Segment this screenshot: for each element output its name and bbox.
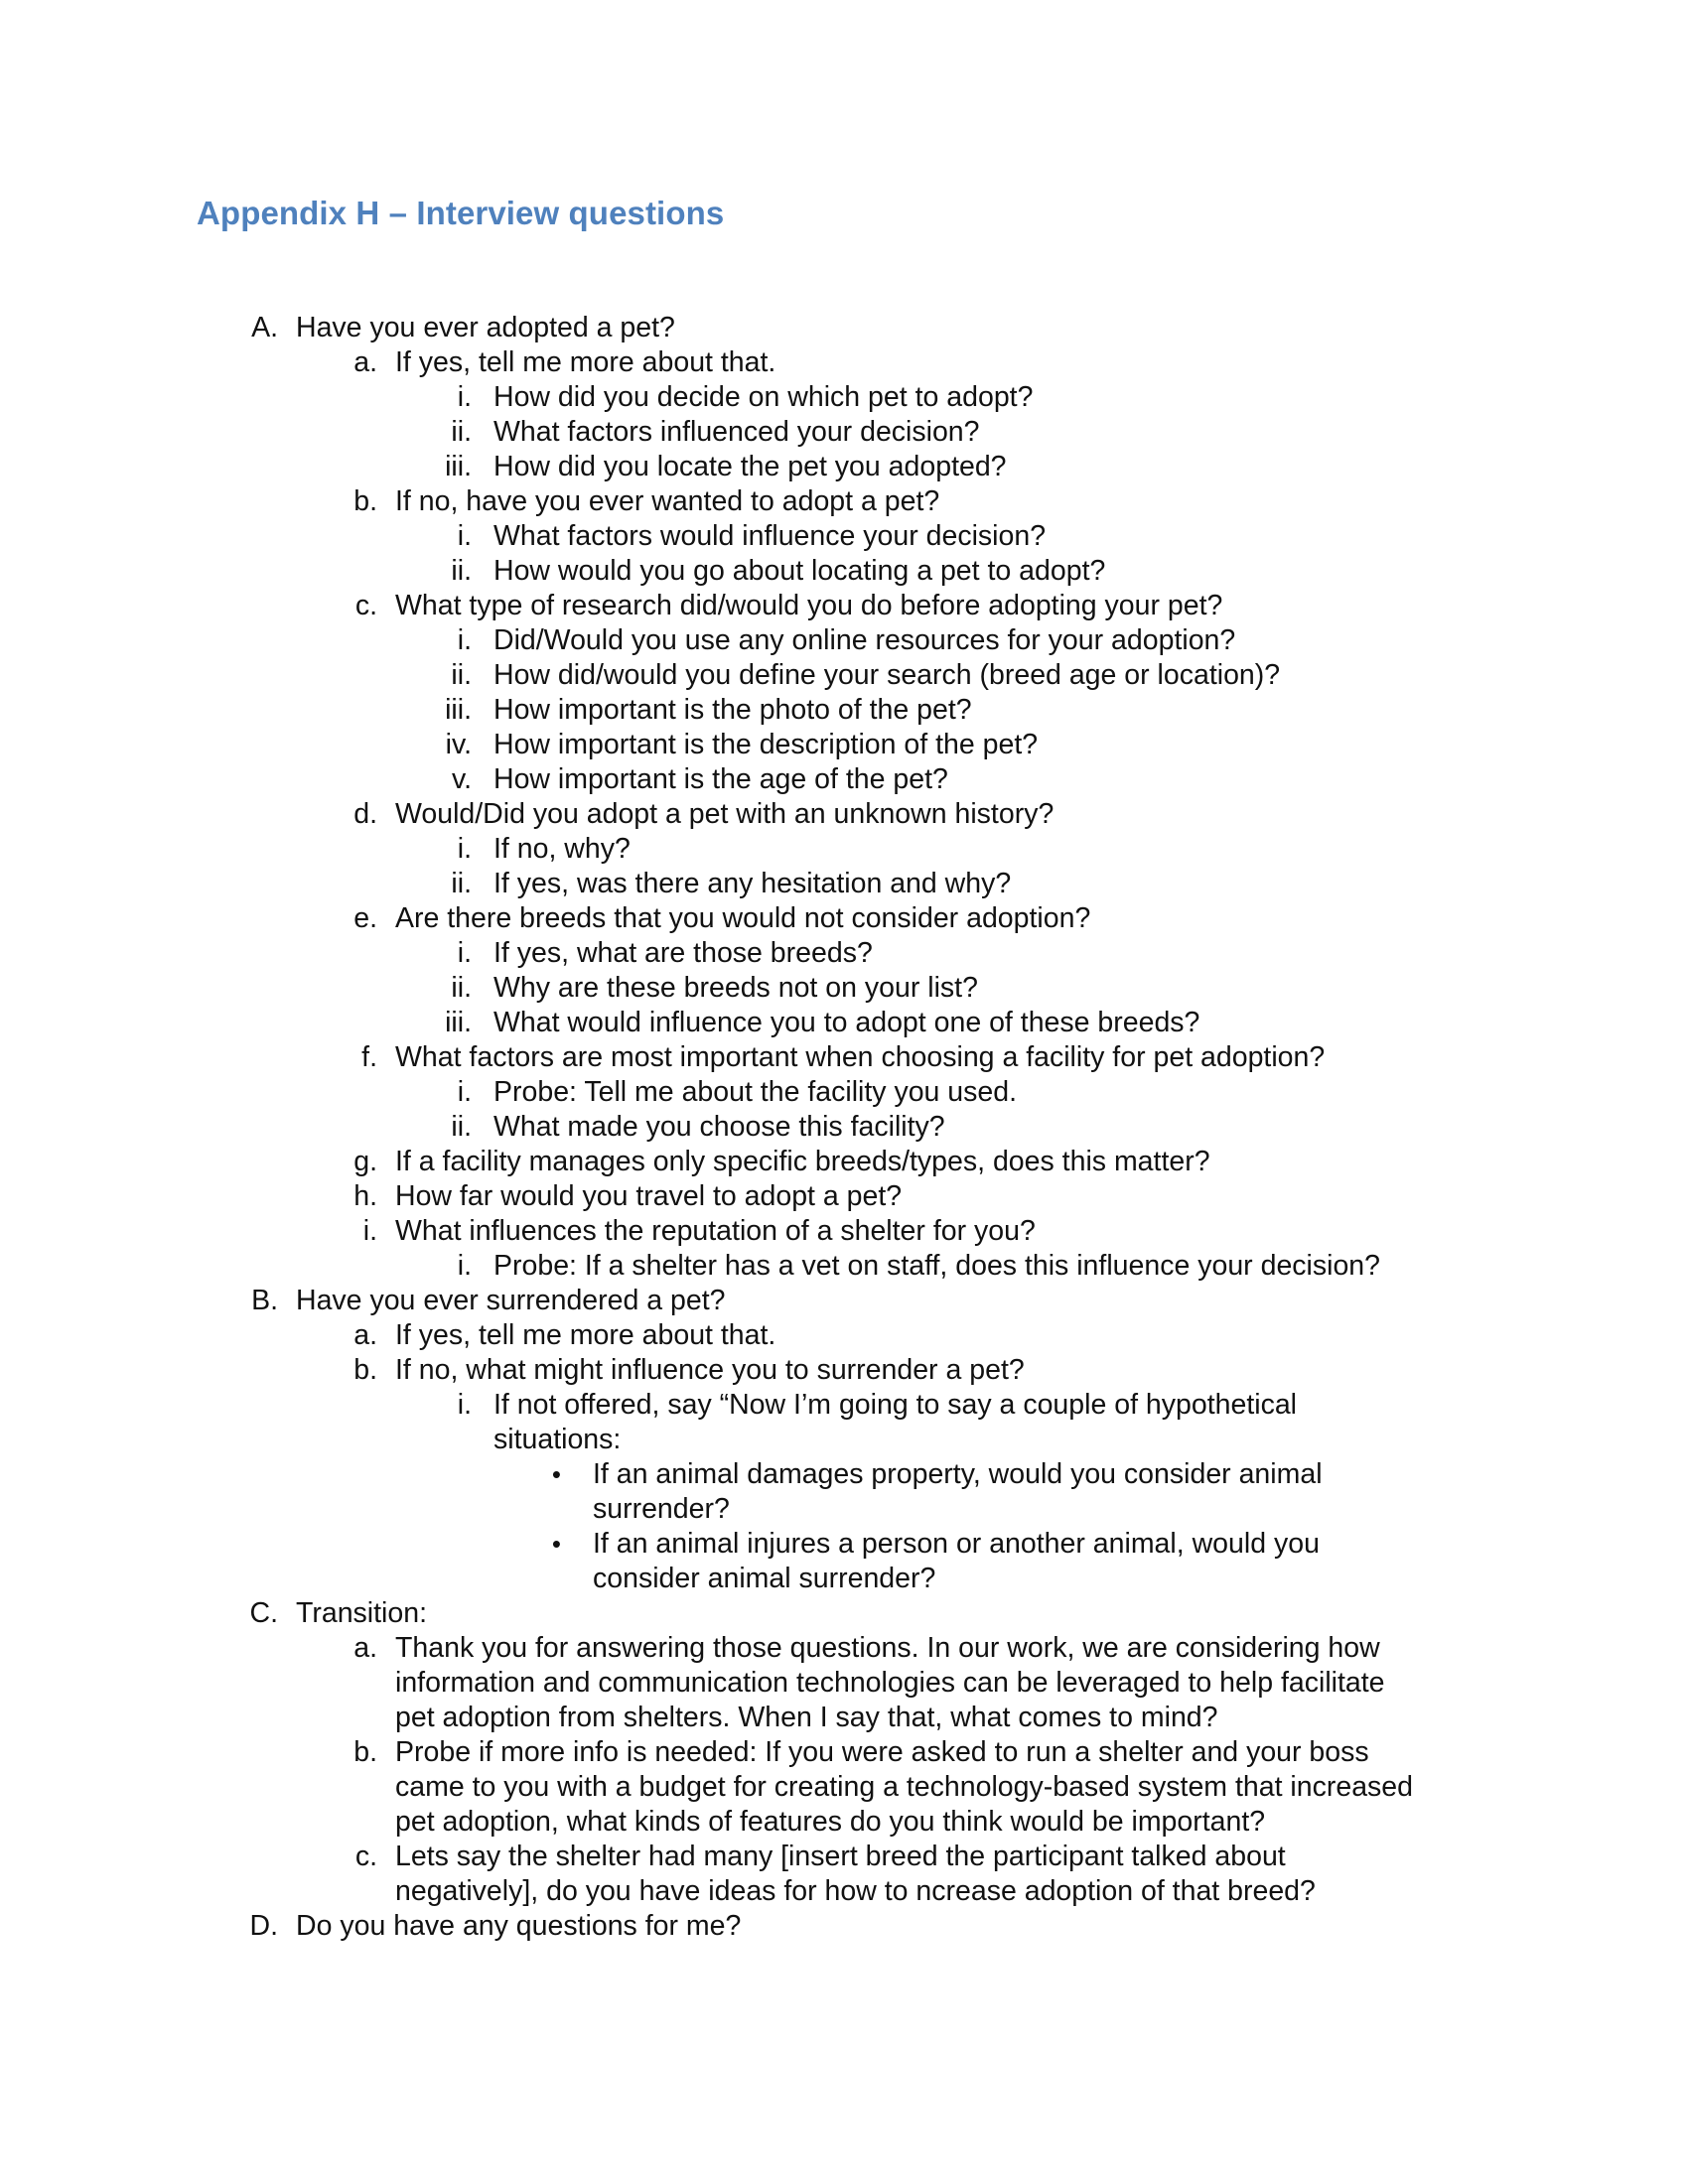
list-item-text: If a facility manages only specific breeds/types, does this matter? — [395, 1146, 1210, 1177]
list-marker: ii. — [451, 659, 472, 691]
list-item-text: Have you ever adopted a pet? — [296, 312, 675, 343]
list-item — [0, 867, 1688, 901]
list-marker: iii. — [445, 694, 472, 726]
list-marker: i. — [457, 1076, 472, 1108]
list-marker: i. — [457, 381, 472, 413]
list-item-text: If yes, tell me more about that. — [395, 1319, 776, 1351]
list-item-text: Why are these breeds not on your list? — [493, 972, 978, 1004]
list-item-continuation — [0, 1666, 1688, 1701]
list-marker: i. — [362, 1215, 377, 1247]
list-marker: b. — [353, 1736, 377, 1768]
list-item — [0, 1909, 1688, 1944]
list-item-text: Probe: If a shelter has a vet on staff, does this influence your decision? — [493, 1250, 1381, 1282]
list-item — [0, 380, 1688, 415]
list-item — [0, 311, 1688, 345]
list-item-text: What factors influenced your decision? — [493, 416, 980, 448]
list-item-continuation — [0, 1805, 1688, 1840]
list-item-continuation — [0, 1423, 1688, 1457]
list-item — [0, 1353, 1688, 1388]
list-item-text: What would influence you to adopt one of these breeds? — [493, 1007, 1200, 1038]
list-item-text: If an animal damages property, would you consider animal — [593, 1458, 1323, 1490]
list-marker: c. — [354, 1841, 377, 1872]
list-item — [0, 901, 1688, 936]
list-item-text: negatively], do you have ideas for how to ncrease adoption of that breed? — [395, 1875, 1316, 1907]
list-item-text: If yes, what are those breeds? — [493, 937, 873, 969]
list-marker: ii. — [451, 416, 472, 448]
list-marker: h. — [353, 1180, 377, 1212]
list-item — [0, 1284, 1688, 1318]
list-marker: iv. — [445, 729, 472, 760]
list-item-text: Lets say the shelter had many [insert breed the participant talked about — [395, 1841, 1286, 1872]
list-item-text: If not offered, say “Now I’m going to say a couple of hypothetical — [493, 1389, 1298, 1421]
list-item — [0, 623, 1688, 658]
list-item — [0, 1249, 1688, 1284]
list-item-text: Thank you for answering those questions. In our work, we are considering how — [395, 1632, 1380, 1664]
list-item — [0, 1527, 1688, 1562]
list-item-text: Have you ever surrendered a pet? — [296, 1285, 726, 1316]
list-item — [0, 658, 1688, 693]
list-item-text: Are there breeds that you would not consider adoption? — [395, 902, 1091, 934]
list-item — [0, 832, 1688, 867]
interview-question-list — [0, 311, 1688, 1944]
list-item-text: Probe: Tell me about the facility you used. — [493, 1076, 1018, 1108]
list-marker: v. — [451, 763, 472, 795]
list-item — [0, 1214, 1688, 1249]
list-marker: ii. — [451, 555, 472, 587]
list-item-text: How would you go about locating a pet to adopt? — [493, 555, 1106, 587]
list-item-text: information and communication technologies can be leveraged to help facilitate — [395, 1667, 1385, 1699]
list-item-text: consider animal surrender? — [593, 1563, 936, 1594]
list-item-text: What type of research did/would you do before adopting your pet? — [395, 590, 1223, 621]
list-marker: C. — [249, 1597, 278, 1629]
list-marker: ii. — [451, 972, 472, 1004]
list-item-text: If no, why? — [493, 833, 631, 865]
list-marker: b. — [353, 485, 377, 517]
list-marker: e. — [353, 902, 377, 934]
list-item-text: Did/Would you use any online resources for your adoption? — [493, 624, 1236, 656]
list-item — [0, 484, 1688, 519]
list-item — [0, 1006, 1688, 1040]
list-marker: D. — [249, 1910, 278, 1942]
list-item-text: What factors would influence your decision? — [493, 520, 1047, 552]
list-item — [0, 1735, 1688, 1770]
list-item-text: If yes, was there any hesitation and why? — [493, 868, 1012, 899]
list-item-text: How important is the description of the pet? — [493, 729, 1039, 760]
list-marker: i. — [457, 1389, 472, 1421]
list-item-text: pet adoption, what kinds of features do you think would be important? — [395, 1806, 1266, 1838]
list-marker: i. — [457, 937, 472, 969]
list-marker: i. — [457, 833, 472, 865]
list-item — [0, 1075, 1688, 1110]
list-item-text: situations: — [493, 1424, 622, 1455]
list-item-text: How important is the age of the pet? — [493, 763, 948, 795]
list-item — [0, 728, 1688, 762]
list-item-text: How did/would you define your search (breed age or location)? — [493, 659, 1281, 691]
list-item-text: What made you choose this facility? — [493, 1111, 945, 1143]
list-marker: ii. — [451, 1111, 472, 1143]
list-marker: g. — [353, 1146, 377, 1177]
list-item — [0, 1596, 1688, 1631]
list-item-text: What influences the reputation of a shelter for you? — [395, 1215, 1036, 1247]
list-item — [0, 589, 1688, 623]
list-item-text: came to you with a budget for creating a technology-based system that increased — [395, 1771, 1413, 1803]
list-item-text: pet adoption from shelters. When I say that, what comes to mind? — [395, 1702, 1218, 1733]
list-item-continuation — [0, 1492, 1688, 1527]
list-item-continuation — [0, 1874, 1688, 1909]
list-item — [0, 797, 1688, 832]
list-marker: b. — [353, 1354, 377, 1386]
list-marker: A. — [251, 312, 278, 343]
bullet-icon: • — [551, 1529, 561, 1559]
list-item — [0, 1040, 1688, 1075]
list-item — [0, 1318, 1688, 1353]
list-item — [0, 1145, 1688, 1179]
list-item — [0, 1631, 1688, 1666]
list-marker: a. — [353, 1319, 377, 1351]
list-item-text: If yes, tell me more about that. — [395, 346, 776, 378]
list-item — [0, 345, 1688, 380]
list-item — [0, 1840, 1688, 1874]
list-item-text: How important is the photo of the pet? — [493, 694, 972, 726]
list-item-text: surrender? — [593, 1493, 730, 1525]
list-item — [0, 1457, 1688, 1492]
list-item-text: Transition: — [296, 1597, 427, 1629]
list-item-continuation — [0, 1701, 1688, 1735]
list-item — [0, 450, 1688, 484]
list-item-text: Do you have any questions for me? — [296, 1910, 742, 1942]
list-item — [0, 693, 1688, 728]
list-item-text: How did you locate the pet you adopted? — [493, 451, 1007, 482]
list-item — [0, 936, 1688, 971]
list-marker: ii. — [451, 868, 472, 899]
list-marker: c. — [354, 590, 377, 621]
list-item — [0, 1110, 1688, 1145]
list-item-text: How did you decide on which pet to adopt? — [493, 381, 1034, 413]
list-item-text: Probe if more info is needed: If you were asked to run a shelter and your boss — [395, 1736, 1369, 1768]
list-item — [0, 1388, 1688, 1423]
list-marker: B. — [251, 1285, 278, 1316]
list-item-text: If no, have you ever wanted to adopt a pet? — [395, 485, 940, 517]
page-title: Appendix H – Interview questions — [197, 195, 725, 231]
list-item-continuation — [0, 1562, 1688, 1596]
list-item — [0, 971, 1688, 1006]
list-item-text: If no, what might influence you to surrender a pet? — [395, 1354, 1025, 1386]
list-item — [0, 1179, 1688, 1214]
list-item — [0, 519, 1688, 554]
list-item — [0, 554, 1688, 589]
list-item-text: How far would you travel to adopt a pet? — [395, 1180, 903, 1212]
list-marker: i. — [457, 624, 472, 656]
list-marker: i. — [457, 1250, 472, 1282]
list-marker: a. — [353, 346, 377, 378]
bullet-icon: • — [551, 1459, 561, 1489]
list-item-text: What factors are most important when choosing a facility for pet adoption? — [395, 1041, 1326, 1073]
list-item-text: Would/Did you adopt a pet with an unknown history? — [395, 798, 1055, 830]
list-item-text: If an animal injures a person or another animal, would you — [593, 1528, 1320, 1560]
list-item-continuation — [0, 1770, 1688, 1805]
list-marker: d. — [353, 798, 377, 830]
list-marker: iii. — [445, 1007, 472, 1038]
list-item — [0, 762, 1688, 797]
list-item — [0, 415, 1688, 450]
list-marker: f. — [361, 1041, 377, 1073]
list-marker: iii. — [445, 451, 472, 482]
list-marker: i. — [457, 520, 472, 552]
list-marker: a. — [353, 1632, 377, 1664]
